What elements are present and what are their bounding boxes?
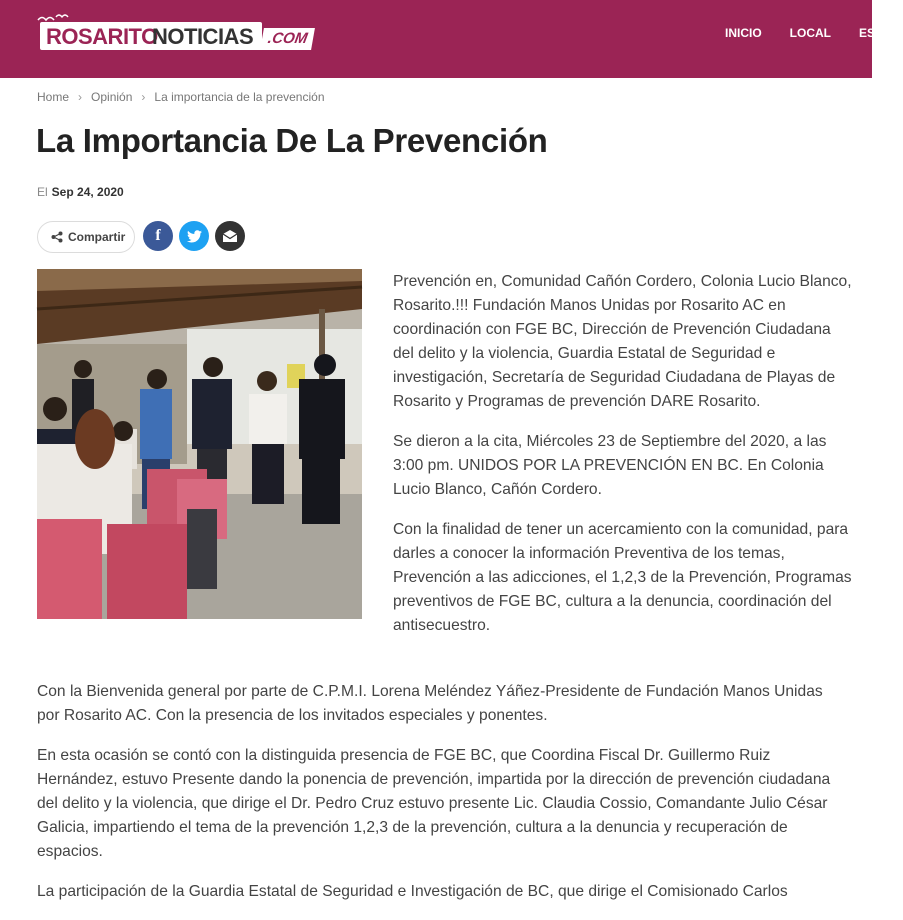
article-paragraph: Prevención en, Comunidad Cañón Cordero, Colonia Lucio Blanco, Rosarito.!!! Fundación Manos Unidas por Rosarito AC en coordinación con FGE BC, Dirección de Prevención Ciudadana del delito y la violencia, Guardia Estatal de Seguridad e investigación, Secretaría de Seguridad Ciudadana de Playas de Rosarito y Programas de prevención DARE Rosarito. — [393, 273, 852, 410]
share-label: Compartir — [68, 230, 126, 244]
article-body-full — [37, 680, 837, 920]
twitter-icon — [187, 230, 202, 243]
breadcrumb-home[interactable]: Home — [37, 90, 70, 104]
breadcrumb-current: La importancia de la prevención — [154, 90, 325, 104]
article-paragraph: Con la Bienvenida general por parte de C.P.M.I. Lorena Meléndez Yáñez-Presidente de Fundación Manos Unidas por Rosarito AC. Con la presencia de los invitados especiales y ponentes. — [37, 683, 823, 724]
logo-text-com: .COM — [260, 28, 315, 50]
article-paragraph: La participación de la Guardia Estatal de Seguridad e Investigación de BC, que dirige el Comisionado Carlos — [37, 883, 788, 900]
share-button[interactable] — [37, 221, 135, 253]
date-value: Sep 24, 2020 — [51, 185, 124, 199]
nav-item-inicio[interactable]: INICIO — [725, 26, 762, 40]
logo-text-rosarito: ROSARITO — [46, 24, 158, 49]
site-logo[interactable] — [36, 12, 310, 58]
breadcrumb-opinion[interactable]: Opinión — [91, 90, 133, 104]
logo-text-noticias: NOTICIAS — [152, 24, 254, 49]
article-paragraph: Se dieron a la cita, Miércoles 23 de Septiembre del 2020, a las 3:00 pm. UNIDOS POR LA PREVENCIÓN EN BC. En Colonia Lucio Blanco, Cañón Cordero. — [393, 433, 827, 498]
article-photo — [37, 269, 362, 619]
envelope-icon — [222, 229, 238, 243]
twitter-share-button[interactable] — [179, 221, 209, 251]
chevron-right-icon: › — [141, 90, 146, 104]
main-nav — [725, 26, 903, 40]
chevron-right-icon: › — [78, 90, 83, 104]
nav-item-es[interactable]: ES — [859, 26, 876, 40]
page-title: La Importancia De La Prevención — [36, 122, 548, 159]
facebook-icon: f — [155, 227, 161, 244]
article-photo-illustration — [37, 269, 362, 619]
facebook-share-button[interactable] — [143, 221, 173, 251]
article-paragraph: Con la finalidad de tener un acercamiento con la comunidad, para darles a conocer la información Preventiva de los temas, Prevención a las adicciones, el 1,2,3 de la Prevención, Programas preventivos de FGE BC, cultura a la denuncia, coordinación del antisecuestro. — [393, 521, 852, 634]
article-date — [37, 185, 124, 199]
breadcrumb — [37, 90, 325, 104]
share-icon — [51, 231, 63, 243]
nav-item-local[interactable]: LOCAL — [789, 26, 831, 40]
email-share-button[interactable] — [215, 221, 245, 251]
date-prefix: El — [37, 185, 48, 199]
article-paragraph: En esta ocasión se contó con la distinguida presencia de FGE BC, que Coordina Fiscal Dr. Guillermo Ruiz Hernández, estuvo Presente dando la ponencia de prevención, impartida por la dirección de prevención ciudadana del delito y la violencia, que dirige el Dr. Pedro Cruz estuvo presente Lic. Claudia Cossio, Comandante Julio César Galicia, impartiendo el tema de la prevención 1,2,3 de la prevención, cultura a la denuncia y recuperación de espacios. — [37, 747, 831, 860]
article-body-side — [393, 270, 855, 654]
site-header — [0, 0, 876, 78]
